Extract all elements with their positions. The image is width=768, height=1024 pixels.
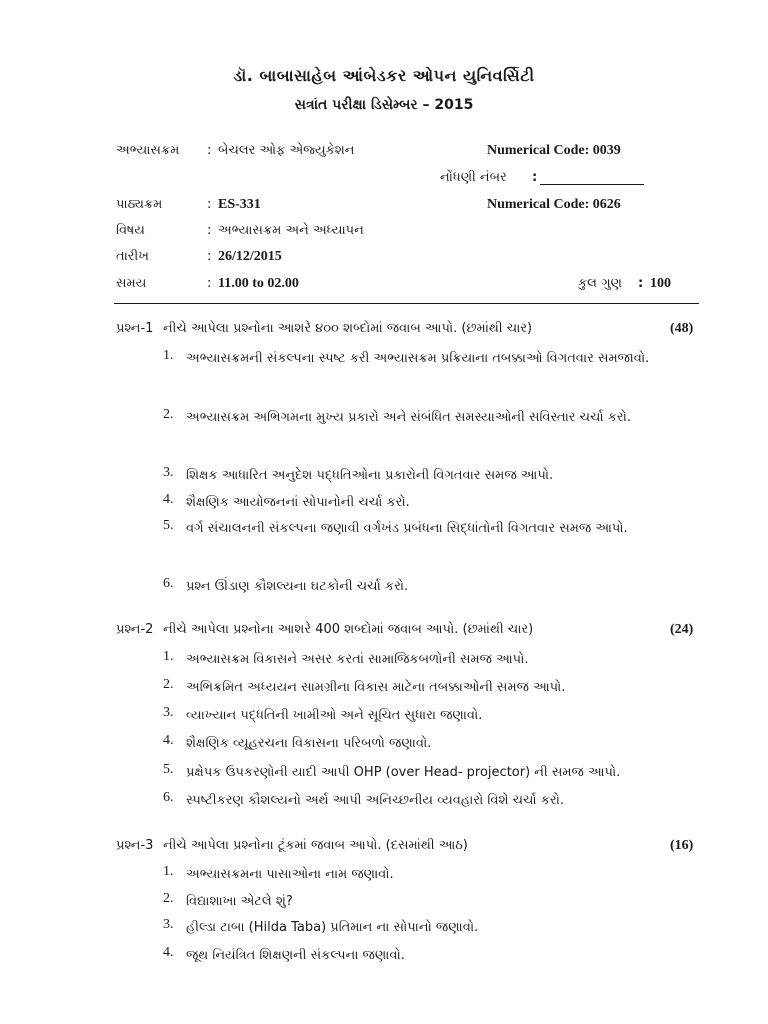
item-number: 3. [163,917,174,932]
item-text: અભ્યાસક્રમ વિકાસને અસર કરતાં સામાજિકબળોની સમજ આપો. [186,652,529,667]
subject-value: અભ્યાસક્રમ અને અધ્યાપન [218,223,364,238]
total-marks-label: કુલ ગુણ [578,276,622,291]
item-text: અભ્યાસક્રમ અભિગમના મુખ્ય પ્રકારો અને સંબંધિત સમસ્યાઓની સવિસ્તાર ચર્ચા કરો. [186,410,631,425]
item-number: 1. [163,864,174,879]
question-label: પ્રશ્ન-2 [116,622,154,637]
colon: : [207,223,212,238]
colon: : [638,276,644,291]
item-number: 3. [163,465,174,480]
question-marks: (24) [670,622,694,637]
item-number: 5. [163,518,174,533]
subject-label: વિષય [116,223,145,238]
item-number: 2. [163,677,174,692]
item-number: 4. [163,945,174,960]
time-label: સમય [116,276,147,291]
item-text: શિક્ષક આધારિત અનુદેશ પદ્ધતિઓના પ્રકારોની વિગતવાર સમજ આપો. [186,468,554,483]
time-value: 11.00 to 02.00 [218,276,299,291]
registration-row [0,170,768,190]
item-text: શૈક્ષણિક આયોજનનાં સોપાનોની ચર્ચા કરો. [186,495,410,510]
question-marks: (48) [670,321,694,336]
colon: : [207,197,212,212]
item-number: 5. [163,762,174,777]
paper-row [0,197,768,217]
subject-row [0,223,768,243]
total-marks-value: 100 [650,276,671,291]
item-text: વર્ગ સંચાલનની સંકલ્પના જણાવી વર્ગખંડ પ્રબંધના સિદ્ધાંતોની વિગતવાર સમજ આપો. [186,521,628,536]
question-1-header [0,321,768,341]
item-number: 1. [163,649,174,664]
item-text: અભિક્રમિત અધ્યયન સામગ્રીના વિકાસ માટેના તબક્કાઓની સમજ આપો. [186,680,566,695]
item-number: 1. [163,348,174,363]
item-text: હીલ્ડા ટાબા (Hilda Taba) પ્રતિમાન ના સોપાનો જણાવો. [186,920,479,935]
item-number: 2. [163,891,174,906]
item-text: અભ્યાસક્રમના પાસાઓના નામ જણાવો. [186,867,394,882]
registration-label: નોંધણી નંબર [440,170,507,185]
item-number: 2. [163,407,174,422]
course-row [0,143,768,163]
item-number: 4. [163,733,174,748]
item-text: પ્રક્ષેપક ઉપકરણોની યાદી આપી OHP (over Head- projector) ની સમજ આપો. [186,765,621,780]
question-instruction: નીચે આપેલા પ્રશ્નોના ટૂંકમાં જવાબ આપો. (દસમાંથી આઠ) [163,838,468,853]
course-value: બેચલર ઓફ એજ્યુકેશન [218,143,355,158]
question-label: પ્રશ્ન-3 [116,838,154,853]
colon: : [532,170,538,185]
paper-label: પાઠ્યક્રમ [116,197,163,212]
item-number: 6. [163,576,174,591]
item-text: વ્યાખ્યાન પદ્ધતિની ખામીઓ અને સૂચિત સુધારા જણાવો. [186,708,483,723]
item-number: 4. [163,492,174,507]
time-row [0,276,768,296]
item-number: 3. [163,705,174,720]
item-text: વિદ્યાશાખા એટલે શું? [186,894,293,909]
date-label: તારીખ [116,249,149,264]
question-instruction: નીચે આપેલા પ્રશ્નોના આશરે 400 શબ્દોમાં જવાબ આપો. (છમાંથી ચાર) [163,622,534,637]
header-divider [114,303,699,304]
university-title: ડૉ. બાબાસાહેબ આંબેડકર ઓપન યુનિવર્સિટી [233,66,535,85]
item-text: અભ્યાસક્રમની સંકલ્પના સ્પષ્ટ કરી અભ્યાસક્રમ પ્રક્રિયાના તબક્કાઓ વિગતવાર સમજાવો. [186,351,650,366]
date-value: 26/12/2015 [218,249,282,264]
item-text: પ્રશ્ન ઊંડાણ કૌશલ્યના ઘટકોની ચર્ચા કરો. [186,579,409,594]
item-text: જૂથ નિયંત્રિત શિક્ષણની સંકલ્પના જણાવો. [186,948,405,963]
item-number: 6. [163,790,174,805]
item-text: શૈક્ષણિક વ્યૂહરચના વિકાસના પરિબળો જણાવો. [186,736,432,751]
question-2-header [0,622,768,642]
date-row [0,249,768,269]
exam-title: સત્રાંત પરીક્ષા ડિસેમ્બર – 2015 [294,97,474,113]
colon: : [207,276,212,291]
colon: : [207,143,212,158]
colon: : [207,249,212,264]
course-label: અભ્યાસક્રમ [116,143,180,158]
paper-numerical-code: Numerical Code: 0626 [487,197,621,212]
question-marks: (16) [670,838,694,853]
question-instruction: નીચે આપેલા પ્રશ્નોના આશરે ૪૦૦ શબ્દોમાં જવાબ આપો. (છમાંથી ચાર) [163,321,533,336]
paper-value: ES-331 [218,197,261,212]
question-label: પ્રશ્ન-1 [116,321,154,336]
course-numerical-code: Numerical Code: 0039 [487,143,621,158]
question-3-header [0,838,768,858]
item-text: સ્પષ્ટીકરણ કૌશલ્યનો અર્થ આપી અનિચ્છનીય વ્યવહારો વિશે ચર્ચા કરો. [186,793,564,808]
registration-blank-line [540,184,644,185]
